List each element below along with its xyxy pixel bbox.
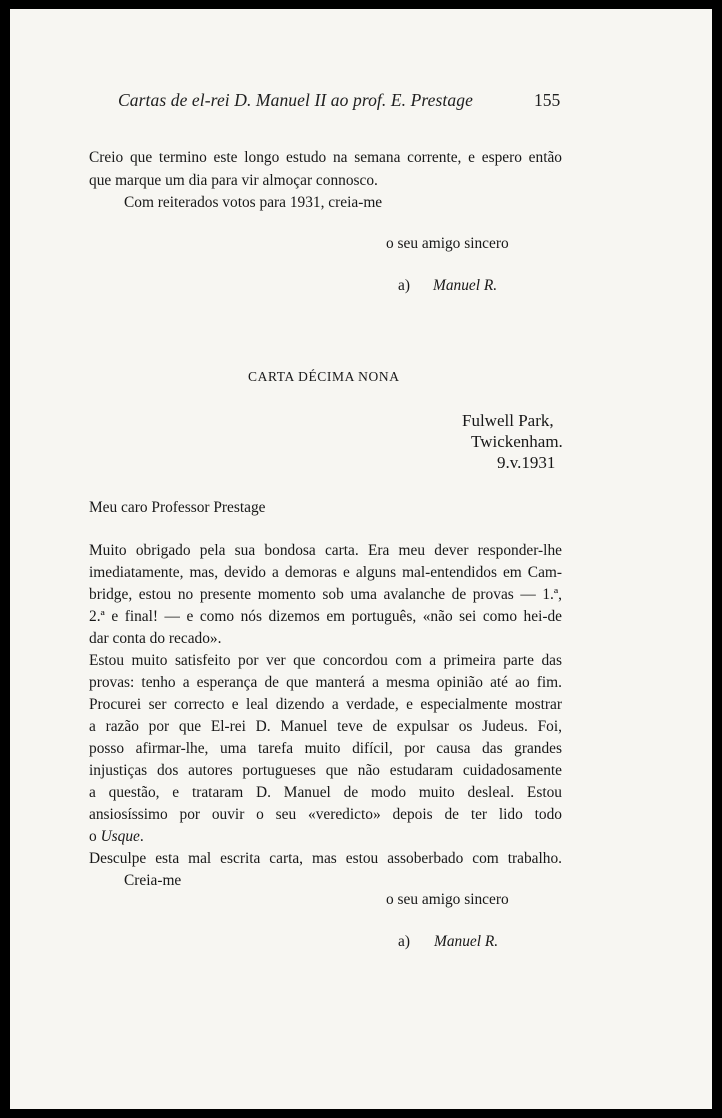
body-word: o: [89, 828, 97, 845]
address-line: Twickenham.: [471, 432, 563, 451]
body-line: Creia-me: [124, 872, 182, 889]
page-number: 155: [534, 90, 561, 110]
book-page: [10, 9, 712, 1109]
body-italic-title: Usque: [100, 828, 140, 845]
letter-date: 9.v.1931: [497, 453, 556, 472]
signature-prefix: a): [398, 933, 410, 950]
body-line: bridge, estou no presente momento sob uma avalanche de provas — 1.ª,: [89, 586, 562, 603]
body-line: a razão por que El-rei D. Manuel teve de expulsar os Judeus. Foi,: [89, 718, 562, 735]
body-line: injustiças dos autores portugueses que não estudaram cuidadosamente: [89, 762, 562, 779]
body-line: que marque um dia para vir almoçar connosco.: [89, 172, 378, 189]
running-header: [10, 90, 712, 116]
body-line: Muito obrigado pela sua bondosa carta. Era meu dever responder-lhe: [89, 542, 562, 559]
body-line: imediatamente, mas, devido a demoras e alguns mal-entendidos em Cam-: [89, 564, 562, 581]
body-line: a questão, e trataram D. Manuel de modo muito desleal. Estou: [89, 784, 562, 801]
body-line: ansiosíssimo por ouvir o seu «veredicto» depois de ter lido todo: [89, 806, 562, 823]
body-line: 2.ª e final! — e como nós dizemos em português, «não sei como hei-de: [89, 608, 562, 625]
body-line: posso afirmar-lhe, uma tarefa muito difícil, por causa das grandes: [89, 740, 562, 757]
signature-name: Manuel R.: [433, 277, 498, 294]
signature-name: Manuel R.: [434, 933, 499, 950]
body-punctuation: .: [139, 828, 144, 845]
letter-heading: CARTA DÉCIMA NONA: [248, 369, 400, 384]
running-title: Cartas de el-rei D. Manuel II ao prof. E. Prestage: [118, 90, 473, 110]
body-line: Estou muito satisfeito por ver que concordou com a primeira parte das: [89, 652, 562, 669]
closing-phrase: o seu amigo sincero: [386, 235, 509, 252]
body-line: [89, 828, 144, 846]
body-line: Procurei ser correcto e leal dizendo a verdade, e especialmente mostrar: [89, 696, 562, 713]
closing-phrase: o seu amigo sincero: [386, 891, 509, 908]
signature-prefix: a): [398, 277, 410, 294]
body-line: Com reiterados votos para 1931, creia-me: [124, 194, 383, 211]
body-line: Creio que termino este longo estudo na semana corrente, e espero então: [89, 149, 562, 166]
salutation: Meu caro Professor Prestage: [89, 499, 266, 516]
body-line: Desculpe esta mal escrita carta, mas estou assoberbado com trabalho.: [89, 850, 562, 867]
body-line: dar conta do recado».: [89, 630, 222, 647]
body-line: provas: tenho a esperança de que manterá a mesma opinião até ao fim.: [89, 674, 562, 691]
address-line: Fulwell Park,: [462, 411, 554, 430]
